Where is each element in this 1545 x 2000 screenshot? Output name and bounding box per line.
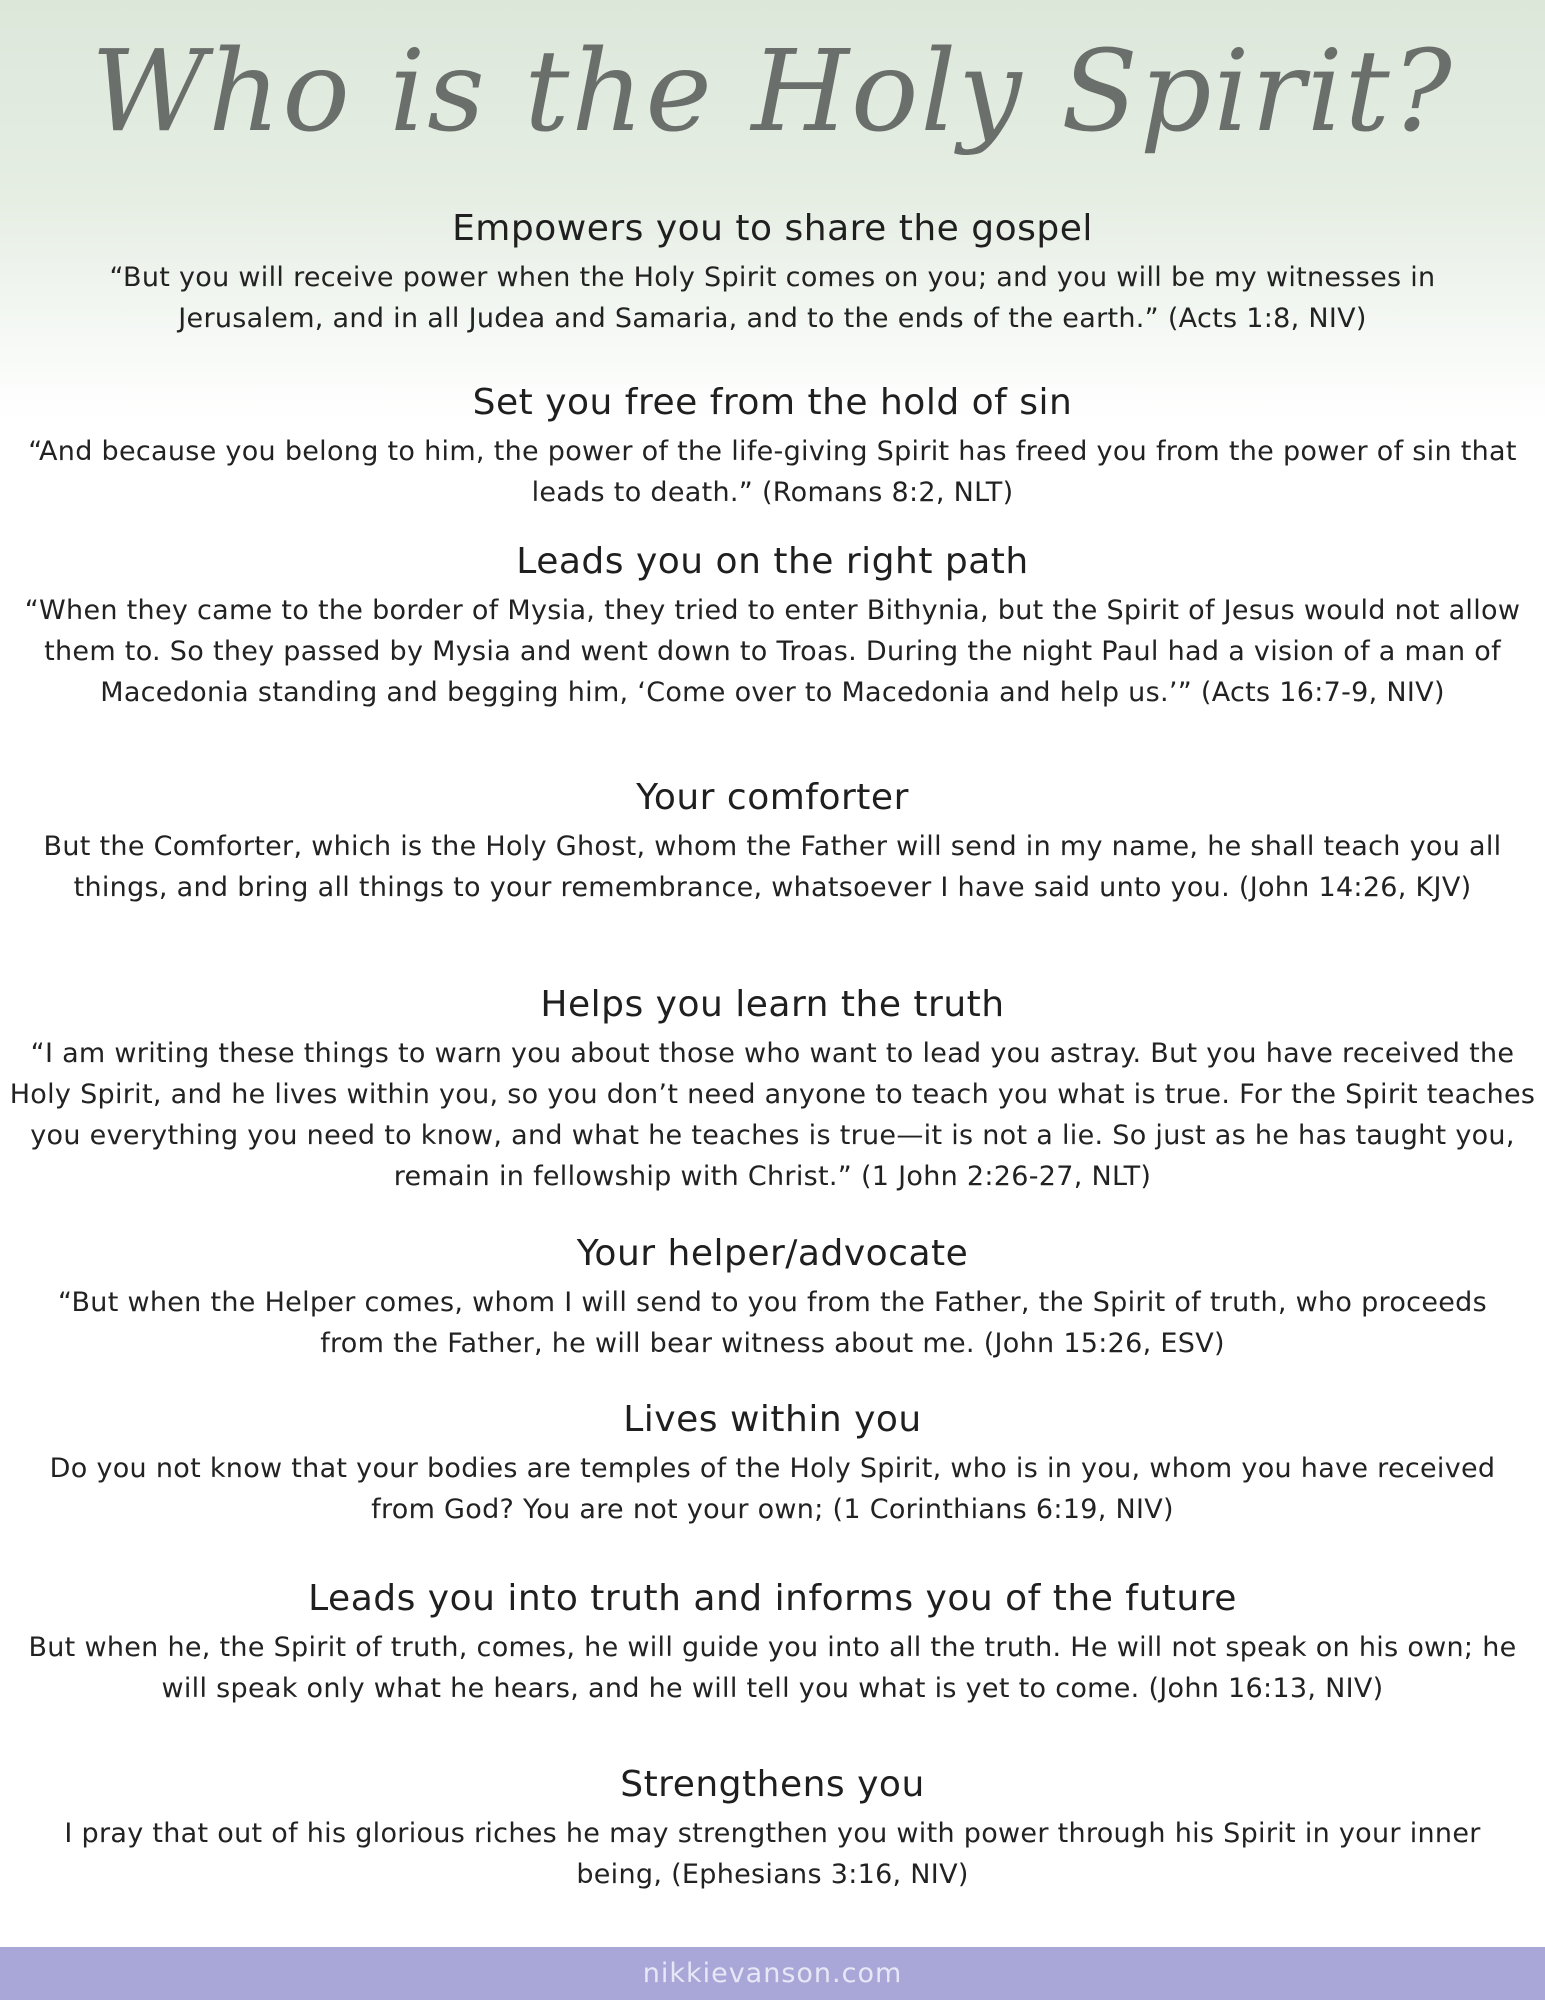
section-verse: “When they came to the border of Mysia, they tried to enter Bithynia, but the Spirit of Jesus would not allow them to. So they passed by Mysia and went down to Troas. During the night Paul had a vision of a man of Macedonia standing and begging him, ‘Come over to Macedonia and help us.’” (Acts 16:7-9, NIV) [24,595,1521,708]
footer-bar [0,1947,1545,2000]
section-verse: But when he, the Spirit of truth, comes, he will guide you into all the truth. He will not speak on his own; he will speak only what he hears, and he will tell you what is yet to come. (John 16:13, NIV) [28,1632,1517,1704]
section-heading: Empowers you to share the gospel [452,208,1093,249]
section-heading: Helps you learn the truth [540,984,1005,1025]
section-lives-within [0,1398,1545,1530]
section-heading: Your comforter [636,777,909,818]
section-verse: “I am writing these things to warn you about those who want to lead you astray. But you have received the Holy Spirit, and he lives within you, so you don’t need anyone to teach you what is true. For the Spirit teaches you everything you need to know, and what he teaches is true—it is not a lie. So just as he has taught you, remain in fellowship with Christ.” (1 John 2:26-27, NLT) [9,1038,1536,1192]
section-verse: Do you not know that your bodies are temples of the Holy Spirit, who is in you, whom you have received from God? You are not your own; (1 Corinthians 6:19, NIV) [49,1453,1496,1525]
section-into-truth [0,1577,1545,1709]
footer-website: nikkievanson.com [642,1958,903,1989]
section-heading: Leads you into truth and informs you of the future [308,1578,1237,1619]
section-strengthens [0,1763,1545,1895]
section-set-free [0,381,1545,513]
section-learn-truth [0,983,1545,1197]
section-verse: “And because you belong to him, the power of the life-giving Spirit has freed you from the power of sin that leads to death.” (Romans 8:2, NLT) [28,436,1517,508]
section-verse: But the Comforter, which is the Holy Ghost, whom the Father will send in my name, he shall teach you all things, and bring all things to your remembrance, whatsoever I have said unto you. (John 14:26, KJV) [43,831,1502,903]
section-heading: Set you free from the hold of sin [472,382,1073,423]
section-heading: Your helper/advocate [576,1233,969,1274]
page-title: Who is the Holy Spirit? [91,27,1454,157]
section-heading: Lives within you [623,1399,922,1440]
section-heading: Strengthens you [620,1764,925,1805]
section-comforter [0,776,1545,908]
section-verse: “But you will receive power when the Holy Spirit comes on you; and you will be my witnesses in Jerusalem, and in all Judea and Samaria, and to the ends of the earth.” (Acts 1:8, NIV) [109,262,1436,334]
section-verse: “But when the Helper comes, whom I will send to you from the Father, the Spirit of truth, who proceeds from the Father, he will bear witness about me. (John 15:26, ESV) [58,1287,1487,1359]
section-helper [0,1232,1545,1364]
section-verse: I pray that out of his glorious riches he may strengthen you with power through his Spirit in your inner being, (Ephesians 3:16, NIV) [64,1818,1481,1890]
section-empowers [0,207,1545,339]
section-right-path [0,540,1545,713]
section-heading: Leads you on the right path [516,541,1029,582]
